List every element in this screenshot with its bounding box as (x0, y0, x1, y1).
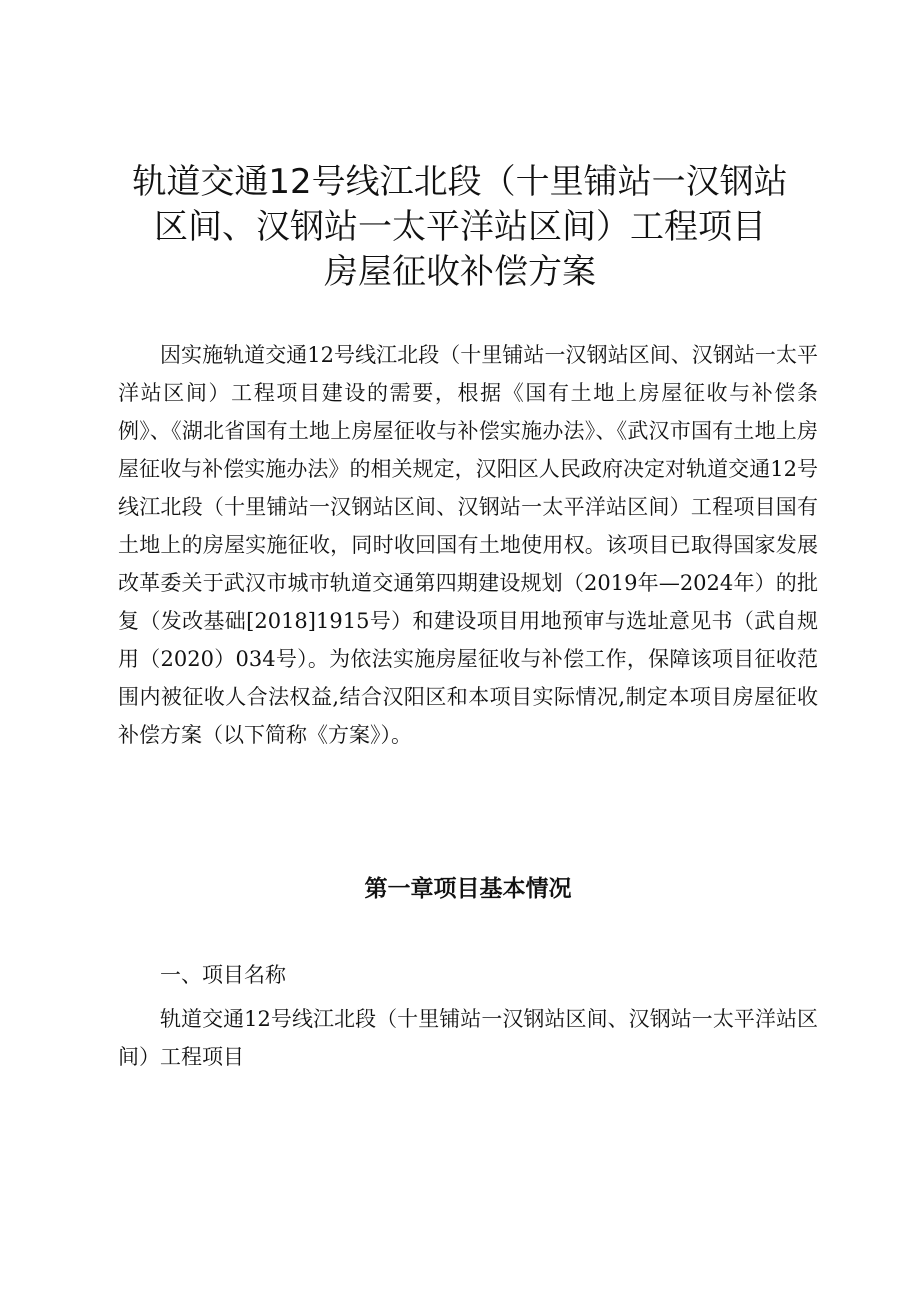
title-line-2: 区间、汉钢站一太平洋站区间）工程项目 (154, 207, 766, 247)
intro-paragraph: 因实施轨道交通12号线江北段（十里铺站一汉钢站区间、汉钢站一太平洋站区间）工程项目建设的需要，根据《国有土地上房屋征收与补偿条例》、《湖北省国有土地上房屋征收与补偿实施办法》、《武汉市国有土地上房屋征收与补偿实施办法》的相关规定，汉阳区人民政府决定对轨道交通12号线江北段（十里铺站一汉钢站区间、汉钢站一太平洋站区间）工程项目国有土地上的房屋实施征收，同时收回国有土地使用权。该项目已取得国家发展改革委关于武汉市城市轨道交通第四期建设规划（2019年—2024年）的批复（发改基础[2018]1915号）和建设项目用地预审与选址意见书（武自规用（2020）034号）。为依法实施房屋征收与补偿工作，保障该项目征收范围内被征收人合法权益,结合汉阳区和本项目实际情况,制定本项目房屋征收补偿方案（以下简称《方案》）。 (118, 343, 818, 747)
title-line-1: 轨道交通12号线江北段（十里铺站一汉钢站 (132, 162, 788, 202)
document-title (100, 160, 820, 295)
section-heading: 一、项目名称 (160, 963, 286, 987)
section-paragraph: 轨道交通12号线江北段（十里铺站一汉钢站区间、汉钢站一太平洋站区间）工程项目 (118, 1007, 818, 1069)
title-line-3: 房屋征收补偿方案 (324, 252, 596, 292)
chapter-heading: 第一章项目基本情况 (364, 876, 572, 902)
